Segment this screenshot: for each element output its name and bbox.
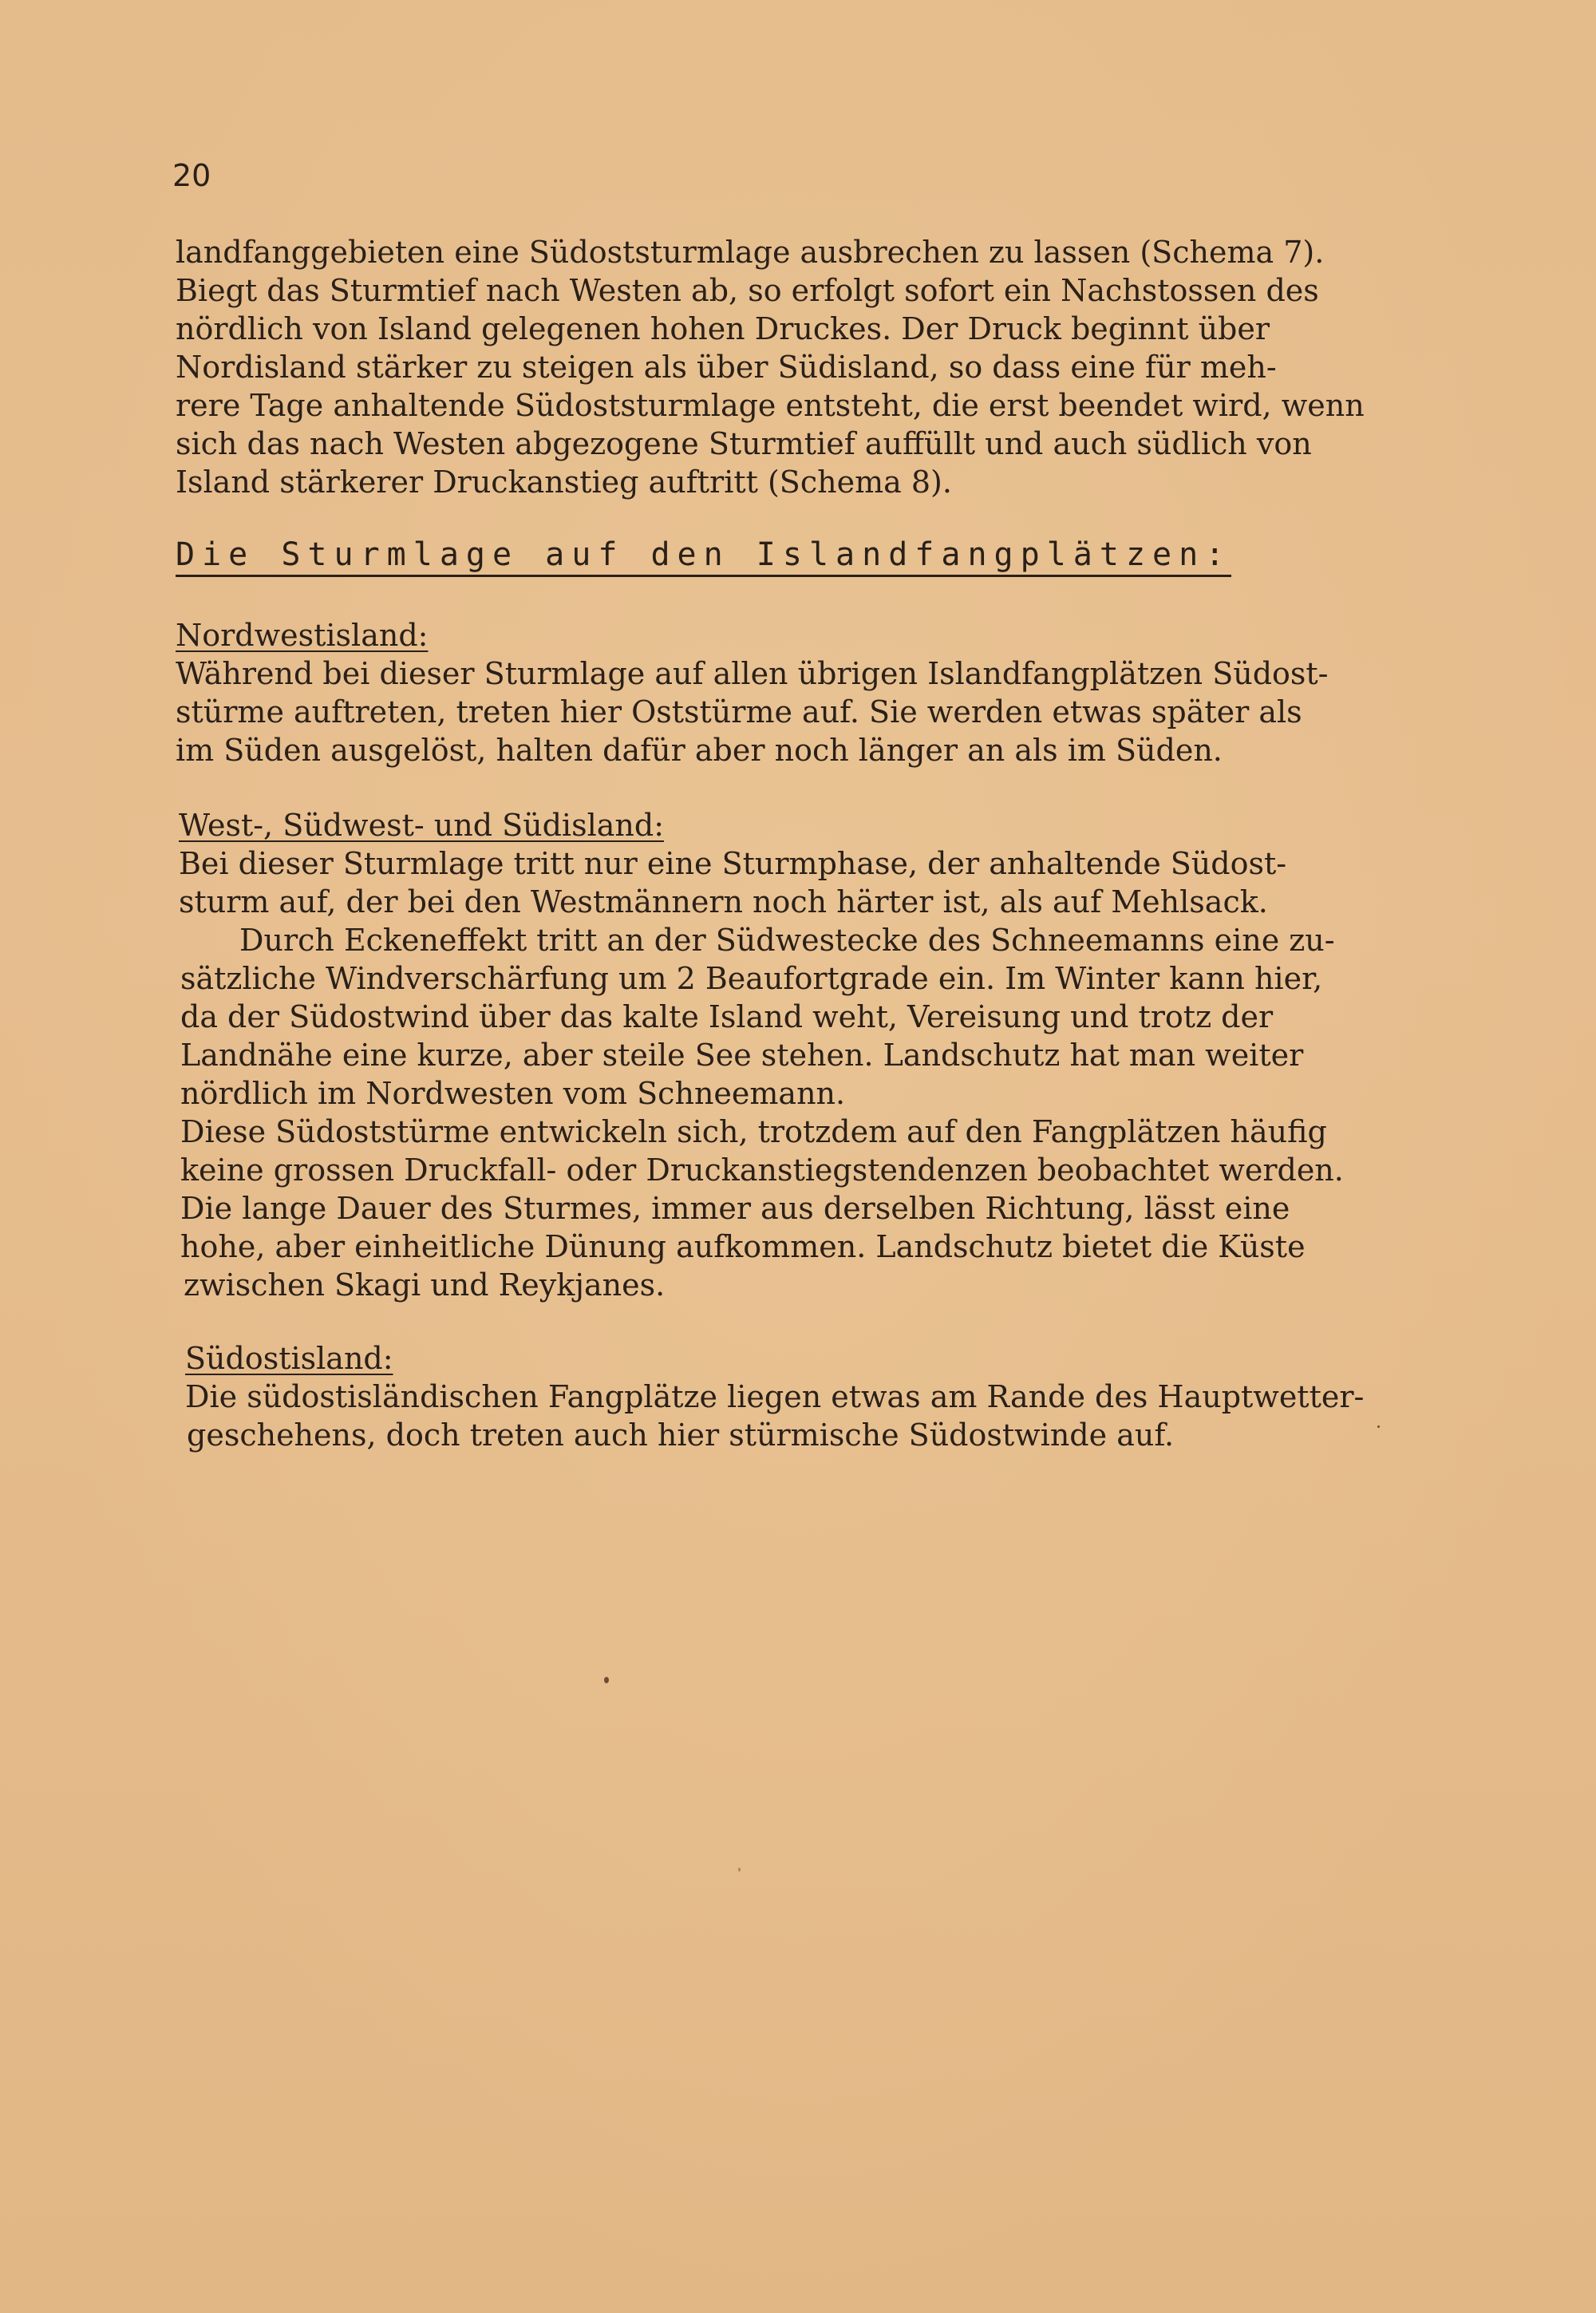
intro-line: landfanggebieten eine Südoststurmlage ausbrechen zu lassen (Schema 7). [176, 235, 1325, 270]
intro-line: Island stärkerer Druckanstieg auftritt (Schema 8). [176, 465, 952, 500]
intro-line: nördlich von Island gelegenen hohen Druckes. Der Druck beginnt über [176, 311, 1270, 346]
section-line: nördlich im Nordwesten vom Schneemann. [180, 1076, 846, 1111]
main-heading: Die Sturmlage auf den Islandfangplätzen: [176, 536, 1231, 577]
paper-speck [738, 1868, 741, 1872]
paper-speck [1377, 1425, 1380, 1428]
section-line: zwischen Skagi und Reykjanes. [184, 1267, 666, 1303]
section-line: im Süden ausgelöst, halten dafür aber noch länger an als im Süden. [176, 733, 1223, 768]
section-heading-west-suedwest-suedisland: West-, Südwest- und Südisland: [179, 808, 664, 843]
section-line: Bei dieser Sturmlage tritt nur eine Sturmphase, der anhaltende Südost- [179, 846, 1287, 881]
section-line: stürme auftreten, treten hier Oststürme auf. Sie werden etwas später als [176, 694, 1302, 729]
paper-speck [604, 1677, 609, 1683]
section-line: Die lange Dauer des Sturmes, immer aus derselben Richtung, lässt eine [180, 1191, 1290, 1226]
section-line: Während bei dieser Sturmlage auf allen übrigen Islandfangplätzen Südost- [176, 656, 1329, 691]
section-line: Durch Eckeneffekt tritt an der Südwestecke des Schneemanns eine zu- [239, 923, 1335, 958]
section-line: Diese Südoststürme entwickeln sich, trotzdem auf den Fangplätzen häufig [180, 1114, 1327, 1149]
intro-line: sich das nach Westen abgezogene Sturmtief auffüllt und auch südlich von [176, 426, 1312, 461]
section-line: Landnähe eine kurze, aber steile See stehen. Landschutz hat man weiter [180, 1038, 1304, 1073]
section-line: keine grossen Druckfall- oder Druckanstiegstendenzen beobachtet werden. [180, 1153, 1344, 1188]
section-line: da der Südostwind über das kalte Island weht, Vereisung und trotz der [180, 999, 1274, 1034]
section-heading-nordwestisland: Nordwestisland: [176, 618, 429, 653]
page-number: 20 [172, 158, 211, 193]
section-line: hohe, aber einheitliche Dünung aufkommen. Landschutz bietet die Küste [180, 1229, 1306, 1264]
section-line: sturm auf, der bei den Westmännern noch härter ist, als auf Mehlsack. [179, 884, 1268, 919]
section-line: Die südostisländischen Fangplätze liegen etwas am Rande des Hauptwetter- [185, 1379, 1365, 1414]
section-heading-suedostisland: Südostisland: [185, 1341, 393, 1376]
intro-line: rere Tage anhaltende Südoststurmlage entsteht, die erst beendet wird, wenn [176, 388, 1365, 423]
section-line: geschehens, doch treten auch hier stürmische Südostwinde auf. [187, 1417, 1175, 1453]
intro-line: Biegt das Sturmtief nach Westen ab, so erfolgt sofort ein Nachstossen des [176, 273, 1319, 308]
intro-line: Nordisland stärker zu steigen als über Südisland, so dass eine für meh- [176, 350, 1277, 385]
section-line: sätzliche Windverschärfung um 2 Beaufortgrade ein. Im Winter kann hier, [180, 961, 1323, 996]
